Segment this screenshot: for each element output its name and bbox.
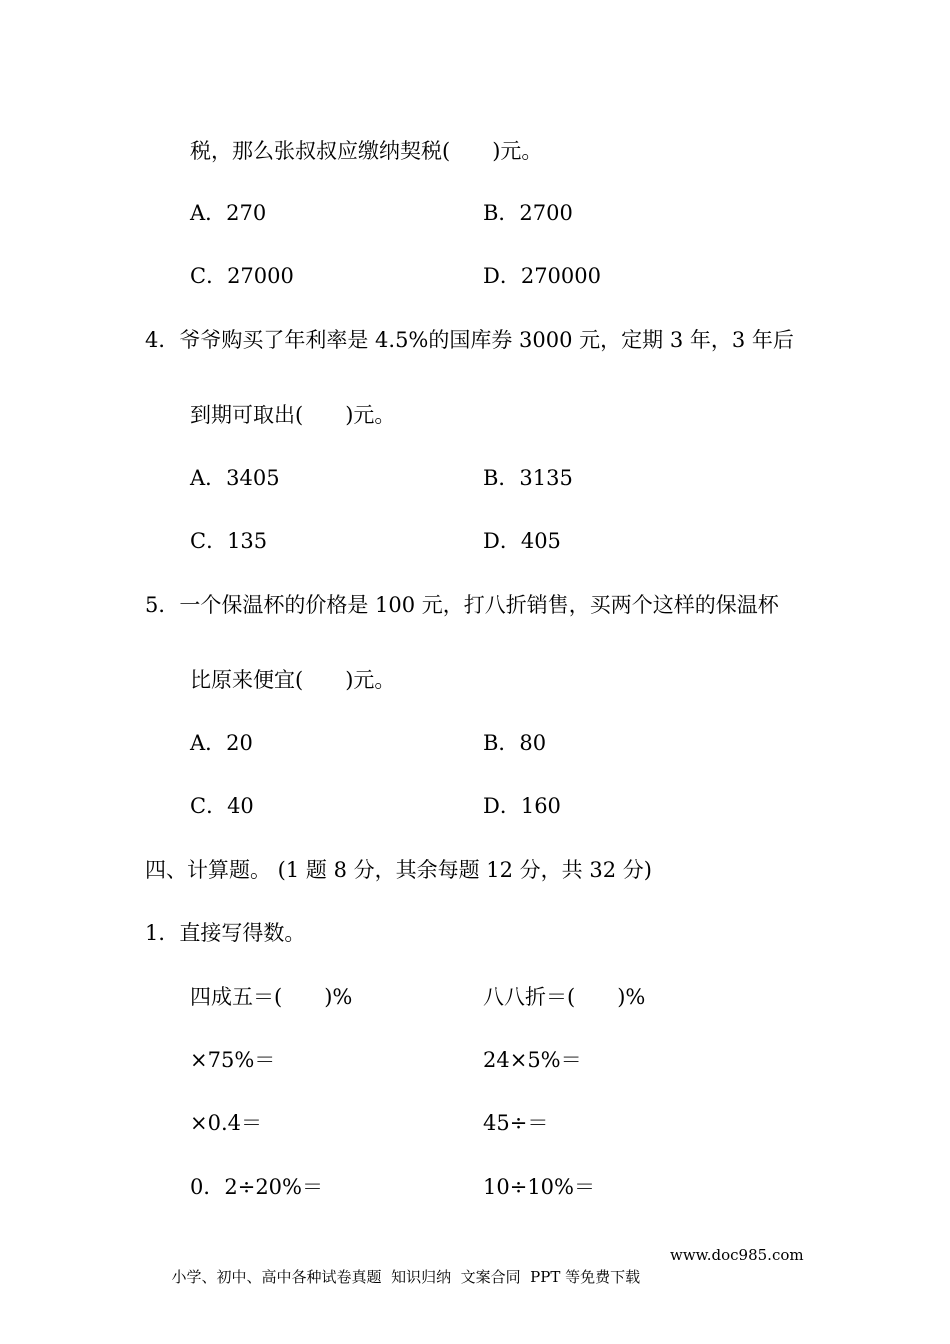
q4-option-b: B．3135 [483, 466, 573, 490]
calc-item: 0．2÷20%＝ [190, 1175, 323, 1199]
q4-stem-line2: 到期可取出( )元。 [190, 403, 396, 427]
calc-item: ×0.4＝ [190, 1111, 262, 1135]
q5-stem-line1: 5．一个保温杯的价格是 100 元，打八折销售，买两个这样的保温杯 [145, 593, 779, 617]
q5-option-a: A．20 [190, 731, 253, 755]
calc-item: 四成五＝( )% [190, 985, 353, 1009]
q3-text: 税，那么张叔叔应缴纳契税( )元。 [190, 139, 543, 163]
page-footer [162, 1244, 804, 1310]
calc-item: 24×5%＝ [483, 1048, 582, 1072]
calc-item: 45÷＝ [483, 1111, 549, 1135]
section-4-heading: 四、计算题。 (1 题 8 分，其余每题 12 分，共 32 分) [145, 858, 652, 882]
q4-option-a: A．3405 [190, 466, 280, 490]
q5-option-d: D．160 [483, 794, 561, 818]
q4-option-d: D．405 [483, 529, 561, 553]
footer-url[interactable]: www.doc985.com [670, 1246, 804, 1264]
calc-item: ×75%＝ [190, 1048, 276, 1072]
q3-option-c: C．27000 [190, 264, 294, 288]
q4-stem-line1: 4．爷爷购买了年利率是 4.5%的国库券 3000 元，定期 3 年，3 年后 [145, 328, 794, 352]
section-4-q1-title: 1．直接写得数。 [145, 921, 306, 945]
q4-option-c: C．135 [190, 529, 268, 553]
q3-option-b: B．2700 [483, 201, 573, 225]
calc-item: 八八折＝( )% [483, 985, 646, 1009]
q5-option-b: B．80 [483, 731, 547, 755]
footer-text: 小学、初中、高中各种试卷真题 知识归纳 文案合同 PPT 等免费下载 [171, 1268, 641, 1286]
q3-option-a: A．270 [190, 201, 267, 225]
q5-stem-line2: 比原来便宜( )元。 [190, 668, 396, 692]
calc-item: 10÷10%＝ [483, 1175, 595, 1199]
q3-option-d: D．270000 [483, 264, 602, 288]
q5-option-c: C．40 [190, 794, 254, 818]
